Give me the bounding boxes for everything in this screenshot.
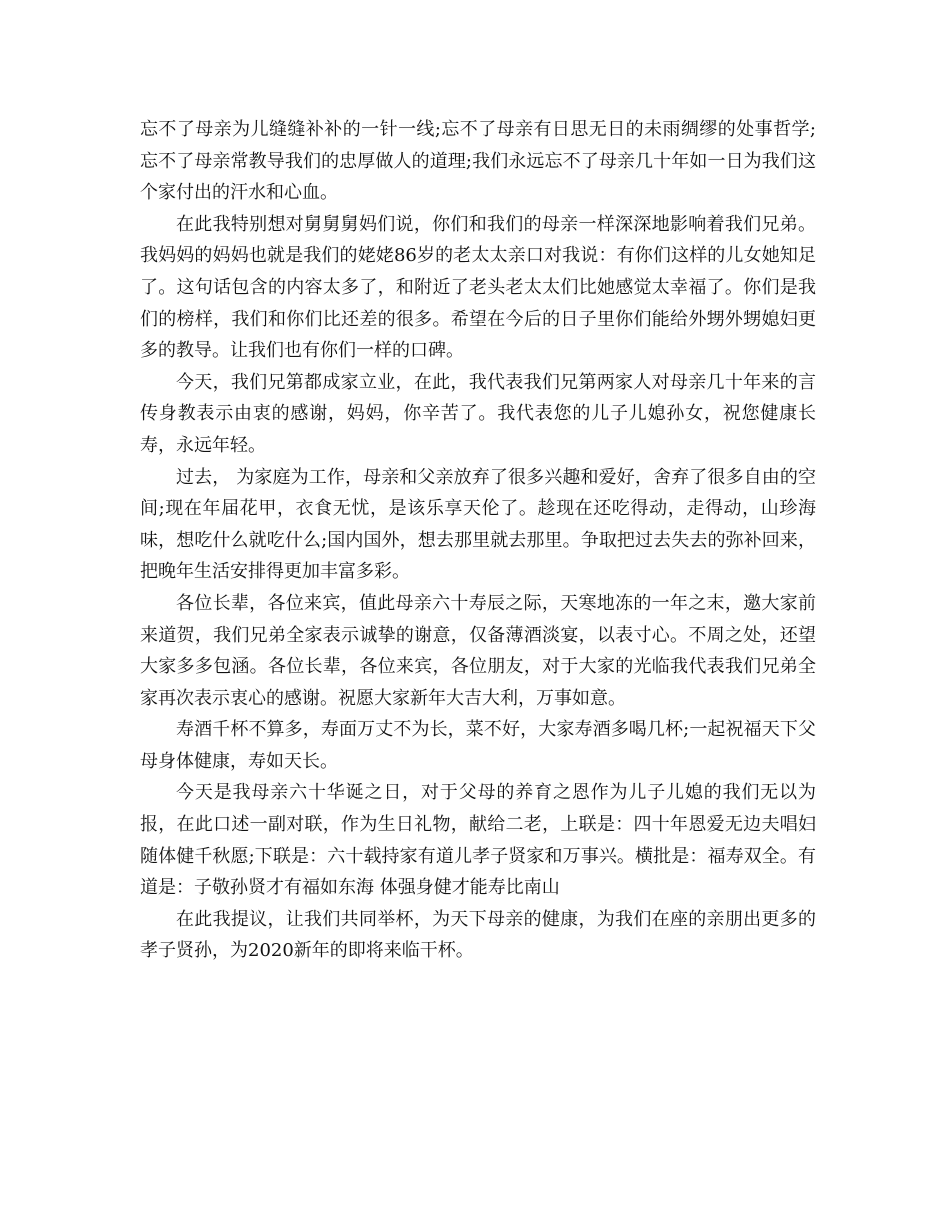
document-body [140,114,816,967]
paragraph-6: 寿酒千杯不算多，寿面万丈不为长，菜不好，大家寿酒多喝几杯;一起祝福天下父母身体健康，寿如天长。 [140,719,816,772]
paragraph-2: 在此我特别想对舅舅舅妈们说，你们和我们的母亲一样深深地影响着我们兄弟。我妈妈的妈妈也就是我们的姥姥86岁的老太太亲口对我说：有你们这样的儿女她知足了。这句话包含的内容太多了，和附近了老头老太太们比她感觉太幸福了。你们是我们的榜样，我们和你们比还差的很多。希望在今后的日子里你们能给外甥外甥媳妇更多的教导。让我们也有你们一样的口碑。 [140,213,816,362]
paragraph-7: 今天是我母亲六十华诞之日，对于父母的养育之恩作为儿子儿媳的我们无以为报，在此口述一副对联，作为生日礼物，献给二老，上联是：四十年恩爱无边夫唱妇随体健千秋愿;下联是：六十载持家有道儿孝子贤家和万事兴。横批是：福寿双全。有道是：子敬孙贤才有福如东海 体强身健才能寿比南山 [140,782,816,899]
paragraph-8: 在此我提议，让我们共同举杯，为天下母亲的健康，为我们在座的亲朋出更多的孝子贤孙，为2020新年的即将来临干杯。 [140,908,816,962]
paragraph-4: 过去， 为家庭为工作，母亲和父亲放弃了很多兴趣和爱好，舍弃了很多自由的空间;现在年届花甲，衣食无忧，是该乐享天伦了。趁现在还吃得动，走得动，山珍海味，想吃什么就吃什么;国内国外，想去那里就去那里。争取把过去失去的弥补回来，把晚年生活安排得更加丰富多彩。 [140,466,816,583]
paragraph-1: 忘不了母亲为儿缝缝补补的一针一线;忘不了母亲有日思无日的未雨绸缪的处事哲学;忘不了母亲常教导我们的忠厚做人的道理;我们永远忘不了母亲几十年如一日为我们这个家付出的汗水和心血。 [140,119,816,204]
paragraph-3: 今天，我们兄第都成家立业，在此，我代表我们兄第两家人对母亲几十年来的言传身教表示由衷的感谢，妈妈，你辛苦了。我代表您的儿子儿媳孙女，祝您健康长寿，永远年轻。 [140,371,816,456]
paragraph-5: 各位长辈，各位来宾，值此母亲六十寿辰之际，天寒地冻的一年之末，邀大家前来道贺，我们兄弟全家表示诚挚的谢意，仅备薄酒淡宴，以表寸心。不周之处，还望大家多多包涵。各位长辈，各位来宾，各位朋友，对于大家的光临我代表我们兄弟全家再次表示衷心的感谢。祝愿大家新年大吉大利，万事如意。 [140,592,816,709]
